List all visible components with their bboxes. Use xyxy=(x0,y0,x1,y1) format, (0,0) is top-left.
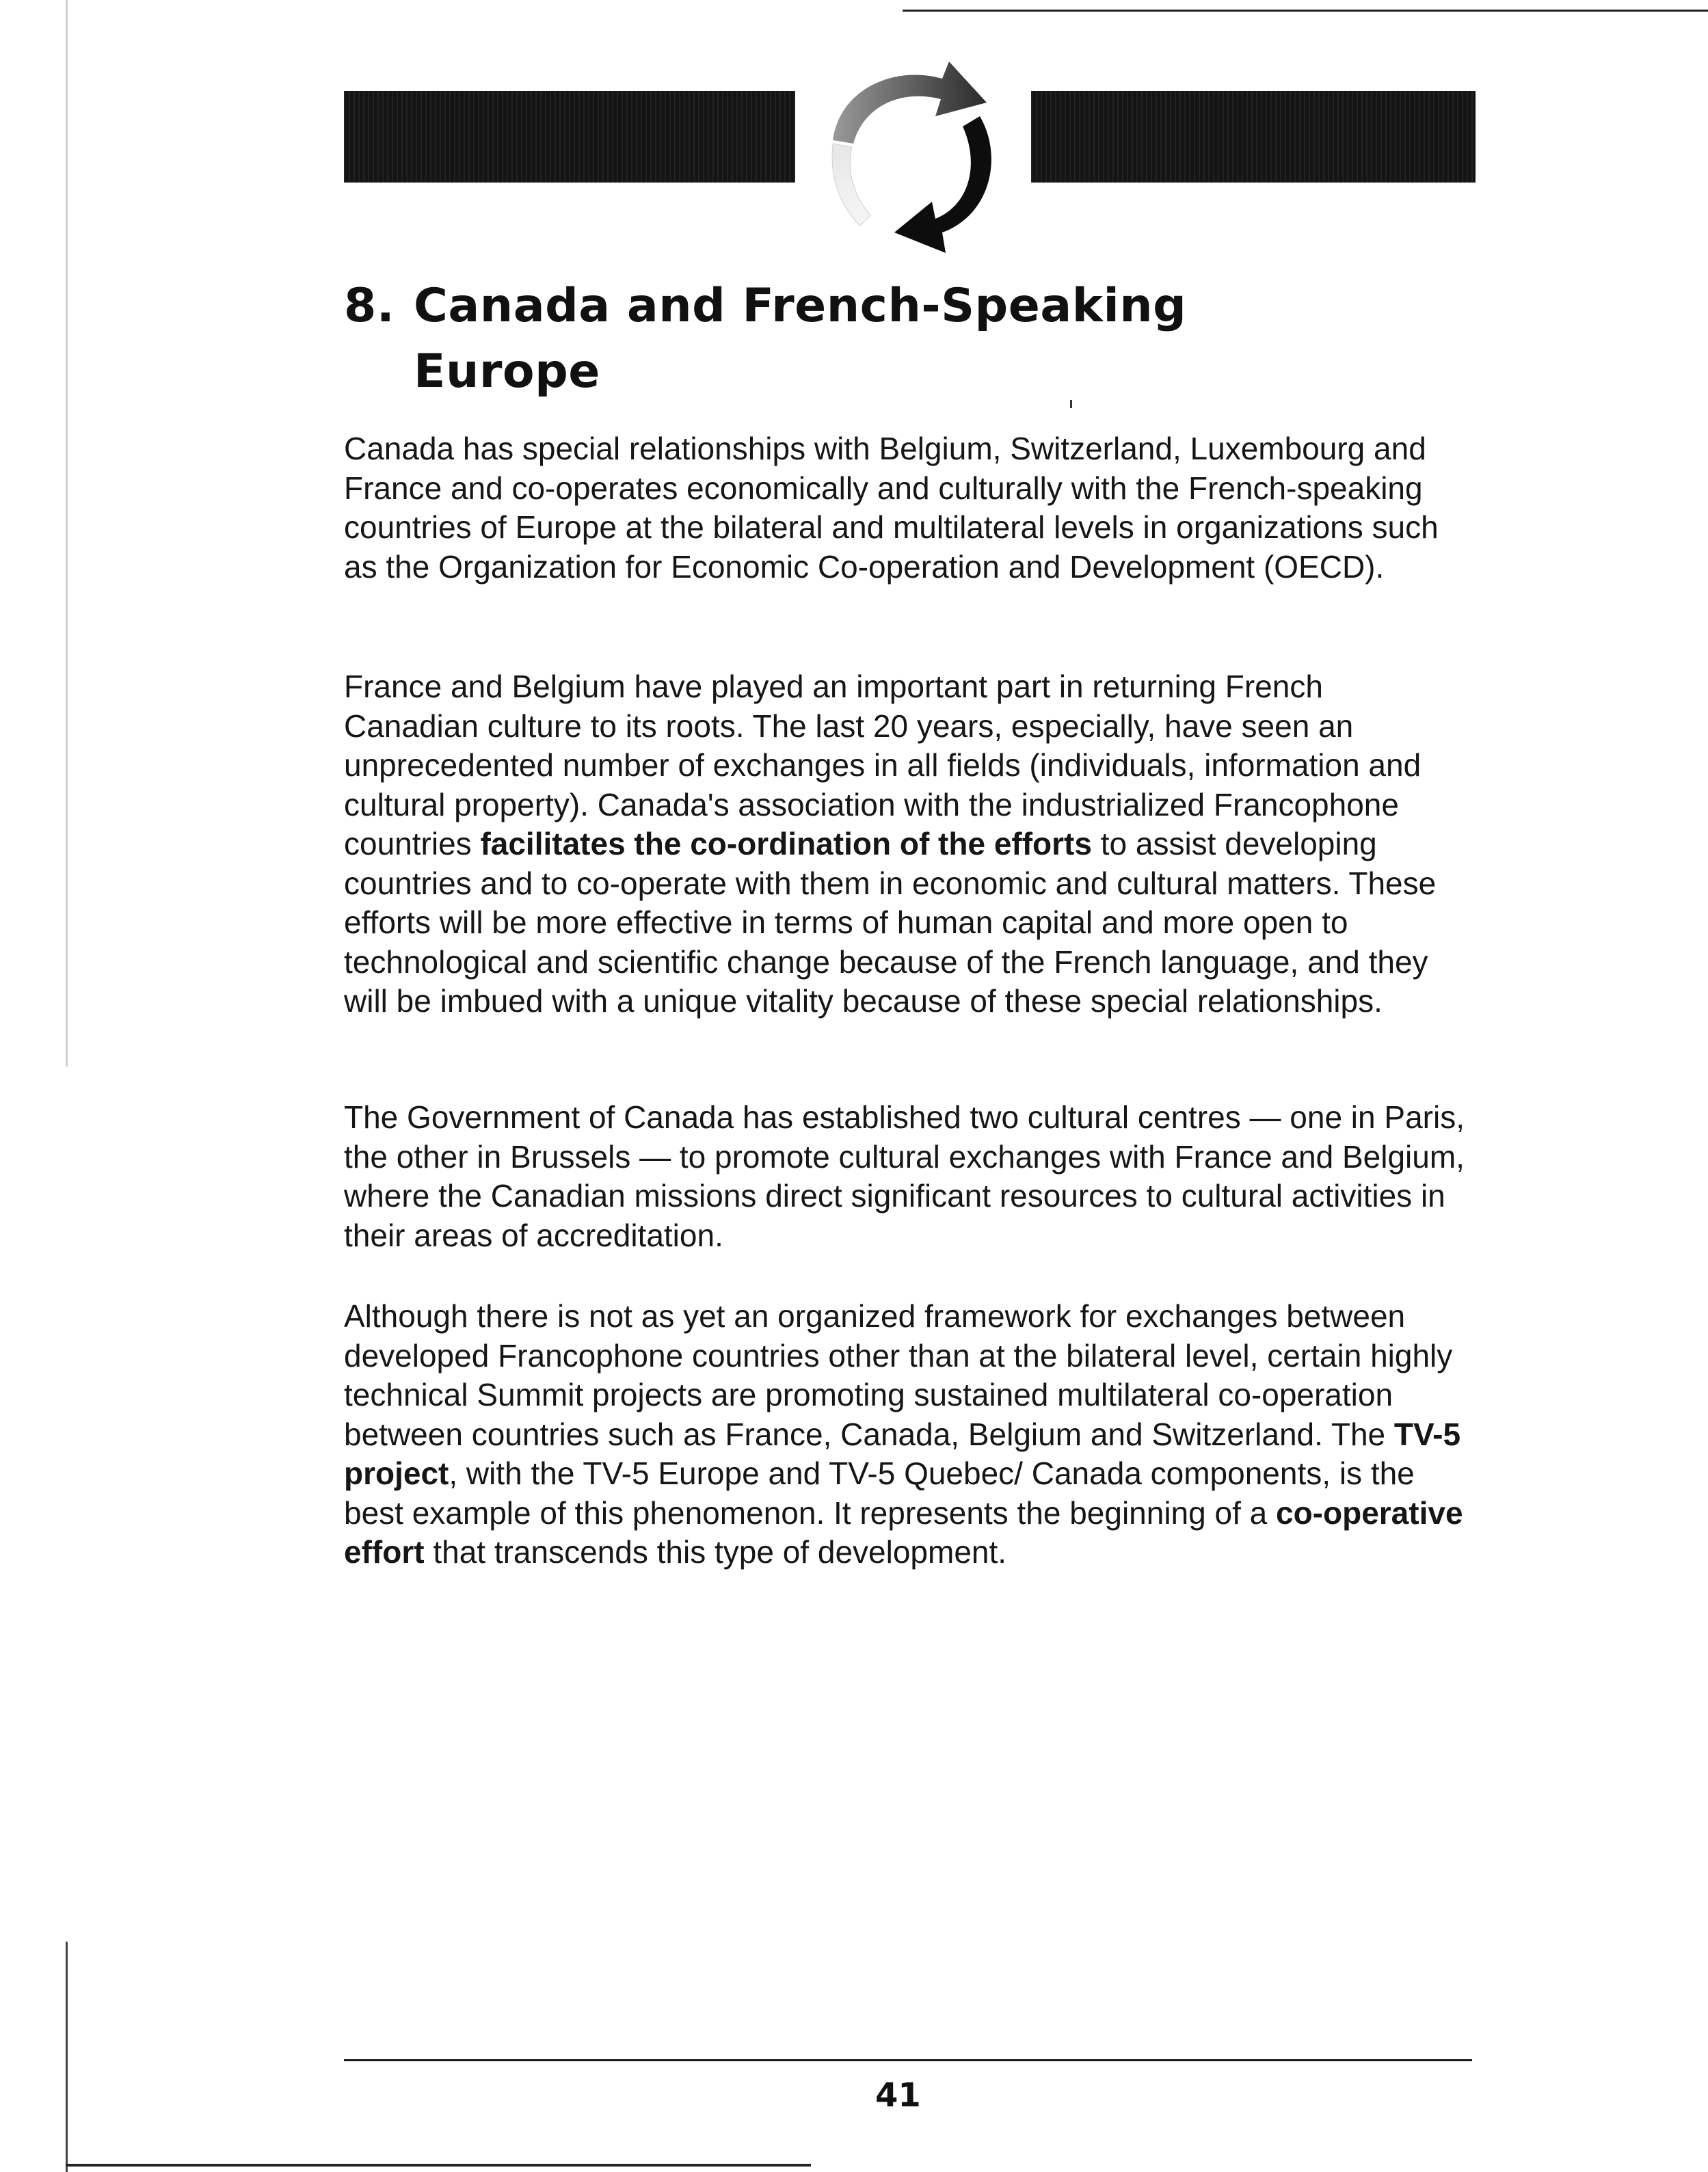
page-title xyxy=(344,273,1479,405)
paragraph-4-emphasis-1: TV-5 project xyxy=(344,1416,1461,1491)
scan-edge-left xyxy=(66,0,68,1067)
footer-rule xyxy=(344,2059,1472,2061)
paragraph-3: The Government of Canada has established two cultural centres — one in Paris, the other in Brussels — to promote cultural exchanges with France and Belgium, where the Canadian missions direct significant resources to cultural activities in their areas of accreditation. xyxy=(344,1099,1465,1253)
paragraph-1: Canada has special relationships with Belgium, Switzerland, Luxembourg and France and co-operates economically and culturally with the French-speaking countries of Europe at the bilateral and multilateral levels in organizations such as the Organization for Economic Co-operation and Development (OECD). xyxy=(344,431,1439,585)
paragraph-2-emphasis: facilitates the co-ordination of the efforts xyxy=(480,826,1092,861)
paragraph-4-text-a: Although there is not as yet an organized framework for exchanges between developed Francophone countries other than at the bilateral level, certain highly technical Summit projects are promoting sustained multilateral co-operation between countries such as France, Canada, Belgium and Switzerland. The xyxy=(344,1298,1453,1452)
header-banner-right xyxy=(1031,91,1476,183)
scan-edge-bottom xyxy=(66,2164,811,2167)
paragraph-4-emphasis-2: co-operative effort xyxy=(344,1494,1463,1570)
paragraph-4-text-b: , with the TV-5 Europe and TV-5 Quebec/ Canada components, is the best example of this phenomenon. It represents the beginning of a xyxy=(344,1456,1415,1531)
title-line-2: Europe xyxy=(414,345,600,399)
paragraph-4 xyxy=(344,1297,1465,1572)
paragraph-2 xyxy=(344,667,1465,1021)
circular-arrows-emblem-icon xyxy=(805,48,1024,267)
section-number: 8. xyxy=(344,279,395,333)
paragraph-2-text-b: to assist developing countries and to co-operate with them in economic and cultural matters. These efforts will be more effective in terms of human capital and more open to technological and scientific change because of the French language, and they will be imbued with a unique vitality because of these special relationships. xyxy=(344,826,1437,1019)
title-line-1: Canada and French-Speaking xyxy=(414,279,1187,333)
main-content xyxy=(344,273,1479,405)
scan-edge-left-lower xyxy=(66,1942,68,2172)
header-banner-left xyxy=(344,91,795,183)
scan-edge-top xyxy=(903,10,1708,12)
paragraph-4-text-c: that transcends this type of development. xyxy=(424,1534,1007,1570)
paragraph-2-text-a: France and Belgium have played an important part in returning French Canadian culture to its roots. The last 20 years, especially, have seen an unprecedented number of exchanges in all fields (individuals, information and cultural property). Canada's association with the industrialized Francophone countries xyxy=(344,669,1422,861)
page-number: 41 xyxy=(875,2076,921,2115)
